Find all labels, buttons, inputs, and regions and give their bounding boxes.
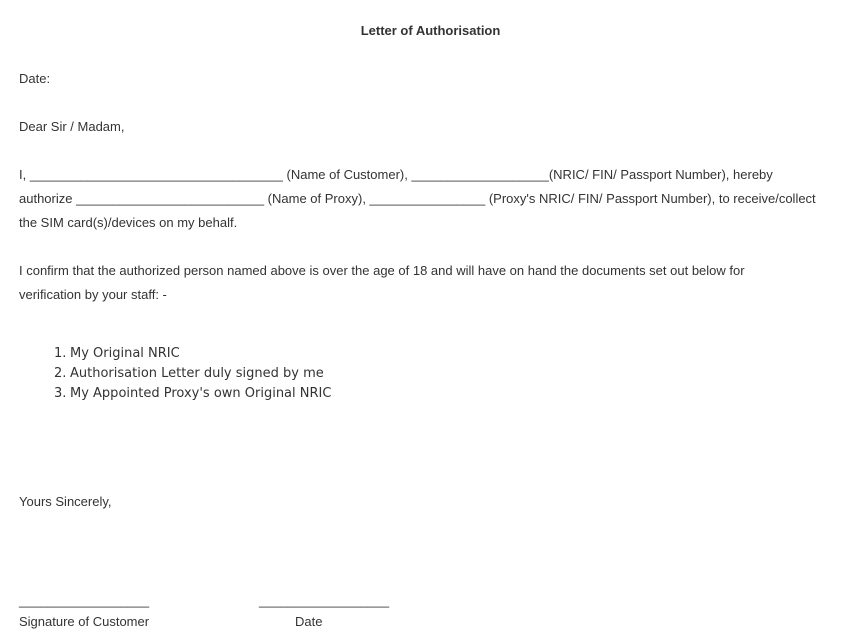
closing: Yours Sincerely,	[19, 494, 112, 509]
signature-label: Signature of Customer	[19, 614, 150, 629]
letter-title: Letter of Authorisation	[360, 23, 501, 38]
confirmation-paragraph-line-2: verification by your staff: -	[19, 287, 167, 302]
list-item	[54, 365, 331, 385]
list-item-number: 1.	[54, 346, 67, 361]
authorization-paragraph-line-3: the SIM card(s)/devices on my behalf.	[19, 215, 238, 230]
required-documents-list	[36, 345, 331, 405]
list-item	[54, 385, 332, 405]
signature-line: __________________	[19, 593, 150, 608]
list-item	[54, 345, 331, 365]
list-item-text: Authorisation Letter duly signed by me	[70, 366, 324, 381]
list-item-text: My Appointed Proxy's own Original NRIC	[70, 386, 332, 401]
authorization-paragraph-line-2: authorize __________________________ (Name of Proxy), ________________ (Proxy's NRIC/ FIN/ Passport Number), to receive/collect	[19, 191, 816, 206]
salutation: Dear Sir / Madam,	[19, 119, 125, 134]
list-item-number: 2.	[54, 366, 67, 381]
authorization-paragraph-line-1: I, ___________________________________ (Name of Customer), ___________________(NRIC/ FIN/ Passport Number), hereby	[19, 167, 773, 182]
date-label: Date:	[19, 71, 51, 86]
list-item-text: My Original NRIC	[70, 346, 180, 361]
confirmation-paragraph-line-1: I confirm that the authorized person named above is over the age of 18 and will have on hand the documents set out below for	[19, 263, 745, 278]
list-item-number: 3.	[54, 386, 67, 401]
date-sign-label: Date	[295, 614, 323, 629]
date-sign-line: __________________	[259, 593, 390, 608]
